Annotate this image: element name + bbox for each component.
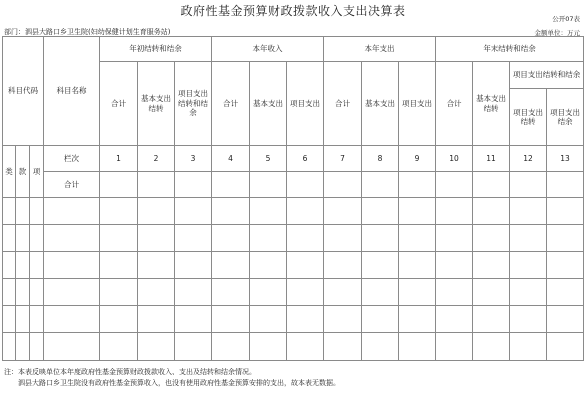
table-cell (100, 306, 138, 333)
header-group-income: 本年收入 (212, 37, 324, 62)
table-cell (212, 279, 250, 306)
table-cell (44, 225, 100, 252)
col-number: 12 (510, 146, 547, 172)
header-end-project-surplus: 项目支出结余 (547, 89, 584, 146)
table-cell (436, 279, 473, 306)
table-cell (324, 306, 362, 333)
table-cell (362, 172, 399, 198)
table-cell (30, 279, 44, 306)
table-cell (138, 306, 175, 333)
table-cell (399, 279, 436, 306)
header-subject-name: 科目名称 (44, 37, 100, 146)
budget-table (2, 36, 584, 361)
department-label: 部门：泗县大路口乡卫生院(妇幼保健计划生育服务站) (4, 28, 171, 36)
table-cell (44, 198, 100, 225)
table-cell (510, 172, 547, 198)
table-cell (250, 225, 287, 252)
table-cell (138, 198, 175, 225)
table-cell (510, 306, 547, 333)
table-cell (510, 252, 547, 279)
table-cell (250, 279, 287, 306)
header-begin-project: 项目支出结转和结余 (175, 62, 212, 146)
table-cell (3, 252, 16, 279)
table-cell (212, 252, 250, 279)
col-number: 9 (399, 146, 436, 172)
table-cell (44, 306, 100, 333)
table-cell (3, 198, 16, 225)
footnote-line-2: 泗县大路口乡卫生院没有政府性基金预算收入，也没有使用政府性基金预算安排的支出，故本表无数据。 (18, 379, 340, 387)
table-cell (399, 225, 436, 252)
header-group-end: 年末结转和结余 (436, 37, 584, 62)
header-end-total: 合计 (436, 62, 473, 146)
table-row (3, 252, 584, 279)
header-end-project-carry: 项目支出结转 (510, 89, 547, 146)
header-group-expense: 本年支出 (324, 37, 436, 62)
table-cell (287, 279, 324, 306)
table-cell (399, 198, 436, 225)
table-cell (399, 333, 436, 361)
table-cell (362, 279, 399, 306)
table-row (3, 333, 584, 361)
table-cell (212, 172, 250, 198)
table-cell (324, 252, 362, 279)
table-cell (16, 252, 30, 279)
table-cell (212, 333, 250, 361)
table-cell (547, 306, 584, 333)
col-number: 7 (324, 146, 362, 172)
table-cell (250, 172, 287, 198)
total-row-label: 合计 (44, 172, 100, 198)
table-cell (212, 225, 250, 252)
table-cell (436, 306, 473, 333)
footnote (4, 367, 340, 389)
table-cell (324, 172, 362, 198)
header-begin-total: 合计 (100, 62, 138, 146)
form-code: 公开07表 (552, 15, 580, 23)
table-cell (16, 306, 30, 333)
table-cell (175, 279, 212, 306)
footnote-line-1: 注：本表反映单位本年度政府性基金预算财政拨款收入、支出及结转和结余情况。 (4, 368, 256, 376)
table-cell (16, 333, 30, 361)
header-expense-total: 合计 (324, 62, 362, 146)
table-cell (138, 172, 175, 198)
page-title: 政府性基金预算财政拨款收入支出决算表 (180, 4, 406, 18)
table-cell (175, 225, 212, 252)
table-cell (547, 225, 584, 252)
table-cell (100, 225, 138, 252)
table-cell (30, 306, 44, 333)
table-cell (30, 225, 44, 252)
table-cell (287, 172, 324, 198)
table-cell (30, 333, 44, 361)
col-number: 8 (362, 146, 399, 172)
table-cell (16, 225, 30, 252)
table-cell (547, 198, 584, 225)
table-cell (473, 225, 510, 252)
table-cell (212, 306, 250, 333)
table-cell (44, 279, 100, 306)
table-row (3, 225, 584, 252)
table-cell (510, 333, 547, 361)
header-income-project: 项目支出 (287, 62, 324, 146)
header-income-total: 合计 (212, 62, 250, 146)
table-cell (250, 198, 287, 225)
table-cell (44, 252, 100, 279)
header-end-basic: 基本支出结转 (473, 62, 510, 146)
table-cell (175, 333, 212, 361)
table-cell (138, 225, 175, 252)
table-cell (138, 279, 175, 306)
table-cell (399, 172, 436, 198)
table-cell (324, 198, 362, 225)
header-kuan: 款 (16, 146, 30, 198)
table-cell (100, 172, 138, 198)
table-cell (510, 279, 547, 306)
table-cell (212, 198, 250, 225)
table-cell (44, 333, 100, 361)
table-row (3, 198, 584, 225)
header-end-project-group: 项目支出结转和结余 (510, 62, 584, 89)
col-number: 13 (547, 146, 584, 172)
header-group-begin: 年初结转和结余 (100, 37, 212, 62)
table-cell (287, 198, 324, 225)
table-cell (250, 252, 287, 279)
table-cell (3, 225, 16, 252)
header-lei: 类 (3, 146, 16, 198)
table-cell (287, 252, 324, 279)
table-cell (362, 198, 399, 225)
unit-label: 金额单位：万元 (534, 29, 580, 37)
table-cell (287, 333, 324, 361)
table-cell (362, 225, 399, 252)
table-cell (362, 306, 399, 333)
header-income-basic: 基本支出 (250, 62, 287, 146)
table-cell (3, 333, 16, 361)
col-number: 11 (473, 146, 510, 172)
table-cell (16, 198, 30, 225)
col-number: 6 (287, 146, 324, 172)
table-cell (16, 279, 30, 306)
col-number: 3 (175, 146, 212, 172)
table-cell (3, 306, 16, 333)
table-cell (399, 306, 436, 333)
table-cell (100, 252, 138, 279)
table-cell (175, 306, 212, 333)
table-cell (547, 279, 584, 306)
table-cell (324, 225, 362, 252)
table-cell (30, 252, 44, 279)
table-cell (473, 252, 510, 279)
header-subject-code: 科目代码 (3, 37, 44, 146)
header-expense-basic: 基本支出 (362, 62, 399, 146)
table-cell (175, 172, 212, 198)
table-cell (473, 333, 510, 361)
table-cell (100, 333, 138, 361)
table-cell (473, 279, 510, 306)
header-xiang: 项 (30, 146, 44, 198)
col-number: 5 (250, 146, 287, 172)
table-cell (250, 333, 287, 361)
table-cell (510, 198, 547, 225)
col-number: 4 (212, 146, 250, 172)
col-number: 10 (436, 146, 473, 172)
table-cell (473, 306, 510, 333)
table-cell (547, 252, 584, 279)
table-cell (138, 333, 175, 361)
empty-rows (3, 198, 584, 361)
table-row (3, 306, 584, 333)
table-cell (324, 333, 362, 361)
col-number: 1 (100, 146, 138, 172)
table-cell (30, 198, 44, 225)
table-cell (436, 172, 473, 198)
table-cell (436, 225, 473, 252)
table-cell (250, 306, 287, 333)
col-number: 2 (138, 146, 175, 172)
table-cell (3, 279, 16, 306)
table-cell (175, 198, 212, 225)
table-cell (287, 306, 324, 333)
table-cell (547, 333, 584, 361)
table-cell (138, 252, 175, 279)
table-cell (473, 172, 510, 198)
table-cell (362, 333, 399, 361)
table-cell (436, 198, 473, 225)
table-cell (100, 198, 138, 225)
header-begin-basic: 基本支出结转 (138, 62, 175, 146)
table-cell (436, 333, 473, 361)
table-row (3, 279, 584, 306)
table-cell (547, 172, 584, 198)
table-cell (399, 252, 436, 279)
table-cell (510, 225, 547, 252)
header-expense-project: 项目支出 (399, 62, 436, 146)
table-cell (362, 252, 399, 279)
table-cell (324, 279, 362, 306)
table-cell (100, 279, 138, 306)
table-cell (473, 198, 510, 225)
table-cell (175, 252, 212, 279)
table-cell (287, 225, 324, 252)
table-cell (436, 252, 473, 279)
row-label: 栏次 (44, 146, 100, 172)
